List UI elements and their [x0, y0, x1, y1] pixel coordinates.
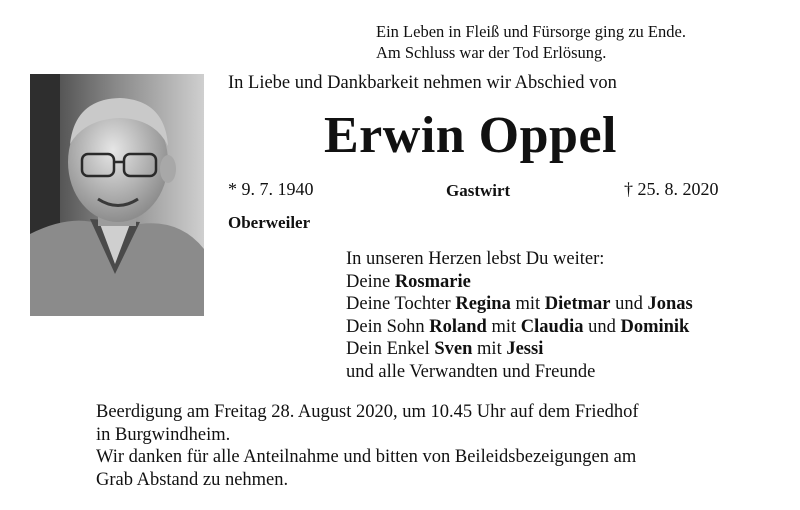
mourner-text: Deine: [346, 271, 395, 292]
intro-text: In Liebe und Dankbarkeit nehmen wir Abschied von: [228, 73, 617, 93]
motto-line-2: Am Schluss war der Tod Erlösung.: [376, 43, 607, 62]
mourner-line: [346, 271, 693, 294]
occupation: Gastwirt: [446, 181, 511, 200]
thanks-line-1: Wir danken für alle Anteilnahme und bitten von Beileidsbezeigungen am: [96, 447, 637, 467]
mourner-name: Dietmar: [544, 294, 611, 314]
mourner-text: mit: [486, 316, 521, 337]
mourner-name: Claudia: [520, 316, 584, 337]
funeral-notice: [96, 401, 639, 491]
mourner-name: Jonas: [647, 294, 693, 314]
mourner-text: mit: [472, 339, 507, 359]
funeral-line-1: Beerdigung am Freitag 28. August 2020, um 10.45 Uhr auf dem Friedhof: [96, 402, 639, 422]
portrait-photo: [30, 74, 204, 316]
mourners-list: [346, 248, 693, 383]
funeral-line-2: in Burgwindheim.: [96, 424, 231, 445]
mourners-intro: In unseren Herzen lebst Du weiter:: [346, 249, 605, 269]
death-date: † 25. 8. 2020: [624, 179, 719, 199]
mourners-closing: und alle Verwandten und Freunde: [346, 361, 596, 382]
deceased-name: Erwin Oppel: [324, 107, 617, 164]
mourner-name: Roland: [429, 316, 487, 337]
birth-date: * 9. 7. 1940: [228, 179, 314, 199]
mourner-text: Deine Tochter: [346, 294, 456, 314]
mourner-text: Dein Sohn: [346, 316, 430, 337]
thanks-line-2: Grab Abstand zu nehmen.: [96, 469, 289, 490]
mourner-name: Rosmarie: [394, 271, 471, 292]
motto-line-1: Ein Leben in Fleiß und Fürsorge ging zu Ende.: [376, 22, 686, 41]
mourner-line: [346, 293, 693, 316]
mourner-text: und: [610, 294, 648, 314]
mourner-name: Sven: [434, 339, 473, 359]
mourner-text: und: [583, 316, 621, 337]
mourner-line: [346, 316, 693, 339]
mourner-text: mit: [510, 294, 545, 314]
mourner-line: [346, 338, 693, 361]
hometown: Oberweiler: [228, 213, 311, 232]
mourner-name: Regina: [455, 294, 511, 314]
mourner-text: Dein Enkel: [346, 339, 435, 359]
portrait-photo-icon: [30, 74, 204, 316]
mourner-name: Dominik: [620, 316, 690, 337]
mourner-name: Jessi: [506, 339, 544, 359]
